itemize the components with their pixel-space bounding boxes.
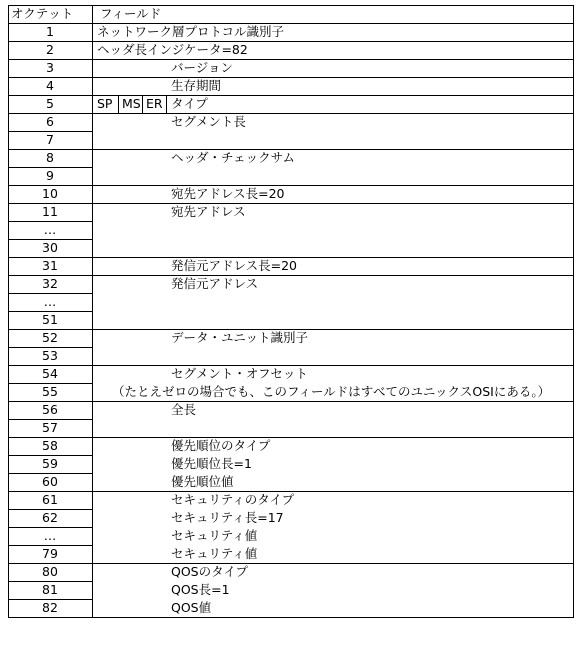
- octet-number: 60: [42, 474, 58, 489]
- field-src-address-length: 発信元アドレス長=20: [171, 258, 298, 273]
- field-group-divider: [92, 491, 574, 492]
- header-octet: オクテット: [11, 6, 74, 21]
- field-group-divider: [92, 275, 574, 276]
- octet-number: 53: [42, 348, 58, 363]
- flag-ms: MS: [122, 96, 141, 111]
- octet-number: 59: [42, 456, 58, 471]
- table-top-border: [8, 5, 574, 6]
- octet-number: …: [43, 222, 57, 237]
- octet-number: …: [43, 528, 57, 543]
- table-right-border: [573, 5, 574, 618]
- flag-divider: [166, 95, 167, 114]
- field-group-divider: [92, 113, 574, 114]
- field-group-divider: [92, 257, 574, 258]
- field-security-value: セキュリティ値: [171, 528, 258, 543]
- field-priority-type: 優先順位のタイプ: [171, 438, 271, 453]
- field-src-address: 発信元アドレス: [171, 276, 259, 291]
- field-group-divider: [92, 329, 574, 330]
- octet-number: 62: [42, 510, 58, 525]
- field-version: バージョン: [171, 60, 234, 75]
- octet-number: 58: [42, 438, 58, 453]
- field-priority-value: 優先順位値: [171, 474, 234, 489]
- field-segment-length: セグメント長: [171, 114, 246, 129]
- field-security-type: セキュリティのタイプ: [171, 492, 295, 507]
- octet-number: 3: [46, 60, 54, 75]
- octet-number: 2: [46, 42, 54, 57]
- octet-number: 6: [46, 114, 54, 129]
- header-divider: [8, 23, 574, 24]
- field-group-divider: [92, 563, 574, 564]
- octet-number: 5: [46, 96, 54, 111]
- octet-number: 57: [42, 420, 58, 435]
- field-group-divider: [92, 59, 574, 60]
- octet-number: 55: [42, 384, 58, 399]
- octet-number: 61: [42, 492, 58, 507]
- field-group-divider: [92, 365, 574, 366]
- flag-er: ER: [146, 96, 163, 111]
- field-header-checksum: ヘッダ・チェックサム: [171, 150, 296, 165]
- field-dest-address-length: 宛先アドレス長=20: [171, 186, 285, 201]
- octet-number: 56: [42, 402, 58, 417]
- field-security-length: セキュリティ長=17: [171, 510, 284, 525]
- octet-number: 4: [46, 78, 54, 93]
- field-priority-length: 優先順位長=1: [171, 456, 252, 471]
- field-group-divider: [92, 401, 574, 402]
- flag-sp: SP: [97, 96, 113, 111]
- octet-number: 51: [42, 312, 58, 327]
- field-type: タイプ: [171, 96, 208, 111]
- field-group-divider: [92, 437, 574, 438]
- field-security-value: セキュリティ値: [171, 546, 258, 561]
- field-group-divider: [92, 203, 574, 204]
- octet-number: 54: [42, 366, 58, 381]
- field-qos-value: QOS値: [171, 600, 212, 615]
- field-lifetime: 生存期間: [171, 78, 222, 93]
- field-group-divider: [92, 95, 574, 96]
- octet-number: 7: [46, 132, 54, 147]
- flag-divider: [118, 95, 119, 114]
- field-header-length: ヘッダ長インジケータ=82: [97, 42, 248, 57]
- field-segment-offset-note: （たとえゼロの場合でも、このフィールドはすべてのユニックスOSIにある。）: [112, 384, 551, 399]
- octet-number: 79: [42, 546, 58, 561]
- octet-number: 81: [42, 582, 58, 597]
- octet-number: 52: [42, 330, 58, 345]
- field-dest-address: 宛先アドレス: [171, 204, 246, 219]
- field-group-divider: [92, 185, 574, 186]
- octet-number: 80: [42, 564, 58, 579]
- flag-divider: [142, 95, 143, 114]
- octet-field-table: [8, 5, 574, 619]
- field-group-divider: [92, 617, 574, 618]
- octet-number: 30: [42, 240, 58, 255]
- octet-number: 8: [46, 150, 54, 165]
- octet-number: 1: [46, 24, 54, 39]
- field-group-divider: [92, 149, 574, 150]
- header-field: フィールド: [100, 6, 162, 21]
- field-group-divider: [92, 77, 574, 78]
- octet-number: 82: [42, 600, 58, 615]
- field-data-unit-id: データ・ユニット識別子: [171, 330, 309, 345]
- octet-number: 9: [46, 168, 54, 183]
- octet-row-divider: [8, 617, 93, 618]
- field-total-length: 全長: [171, 402, 197, 417]
- octet-number: 32: [42, 276, 58, 291]
- octet-number: 31: [42, 258, 58, 273]
- octet-number: 10: [42, 186, 58, 201]
- field-qos-length: QOS長=1: [171, 582, 230, 597]
- field-qos-type: QOSのタイプ: [171, 564, 248, 579]
- octet-number: 11: [42, 204, 58, 219]
- field-segment-offset: セグメント・オフセット: [171, 366, 308, 381]
- octet-number: …: [43, 294, 57, 309]
- field-nlpid: ネットワーク層プロトコル識別子: [97, 24, 285, 39]
